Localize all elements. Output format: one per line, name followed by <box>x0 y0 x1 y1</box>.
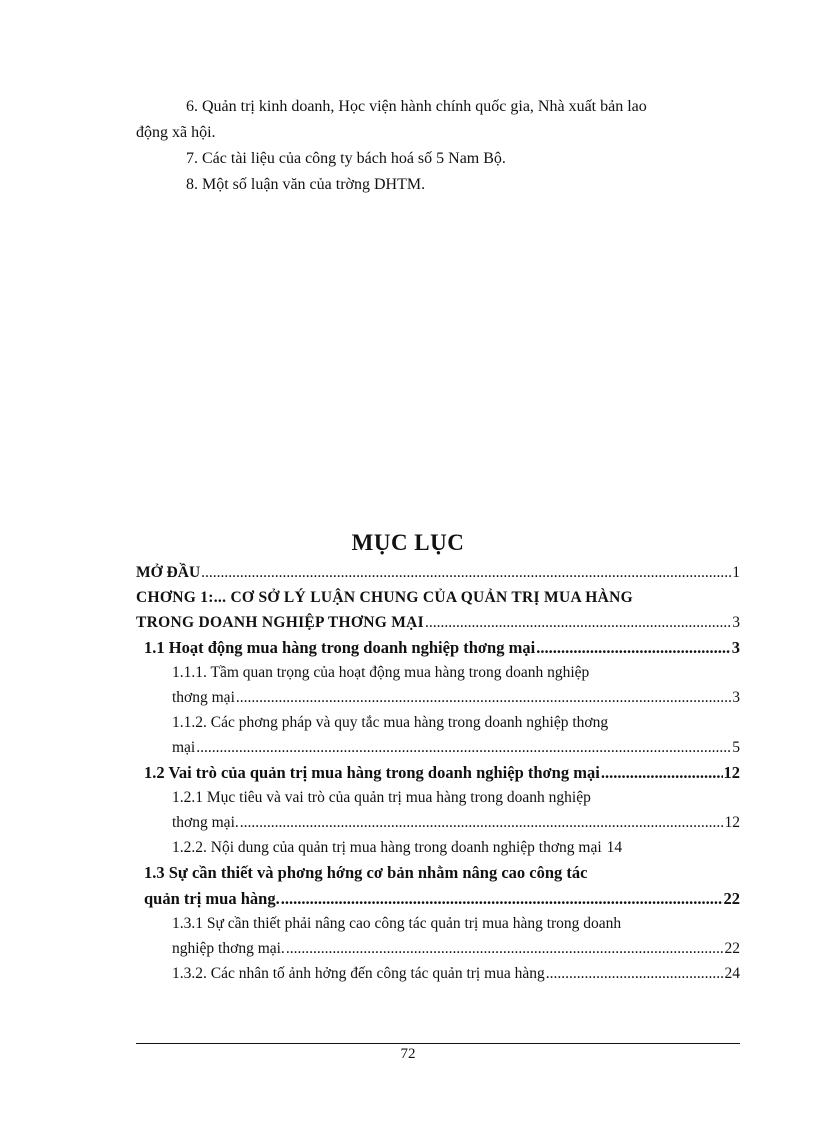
toc-entry-1-2-1-cont <box>136 810 740 835</box>
toc-entry-text: quản trị mua hàng. <box>144 889 280 908</box>
toc-entry-1-1 <box>136 635 740 660</box>
toc-entry-text: TRONG DOANH NGHIỆP THƠNG MẠI <box>136 614 424 631</box>
reference-list <box>136 94 740 198</box>
toc-entry-chapter1-cont <box>136 610 740 635</box>
toc-entry-text: 1.1 Hoạt động mua hàng trong doanh nghiệp thơng mại <box>144 638 536 657</box>
toc-leader-dots <box>196 735 731 760</box>
toc-entry-text: 1.3.1 Sự cần thiết phải nâng cao công tác quản trị mua hàng trong doanh <box>172 915 622 932</box>
toc-entry-text: 1.2.1 Mục tiêu và vai trò của quản trị mua hàng trong doanh nghiệp <box>172 789 591 806</box>
toc-entry-text: MỞ ĐẦU <box>136 564 201 581</box>
toc-page-number: 12 <box>723 763 740 782</box>
toc-leader-dots <box>536 635 731 660</box>
toc-page-number: 24 <box>724 965 740 982</box>
toc-entry-mo-dau <box>136 560 740 585</box>
toc-page-number: 22 <box>724 940 740 957</box>
toc-leader-dots <box>281 886 723 911</box>
toc-entry-1-3-2 <box>136 961 740 986</box>
toc-entry-1-1-1 <box>136 660 740 685</box>
reference-item-6-continued: động xã hội. <box>136 124 216 141</box>
toc-entry-1-3 <box>136 860 740 886</box>
toc-entry-text: 1.1.2. Các phơng pháp và quy tắc mua hàng trong doanh nghiệp thơng <box>172 714 609 731</box>
toc-entry-text: nghiệp thơng mại. <box>172 940 285 957</box>
toc-entry-text: 1.1.1. Tầm quan trọng của hoạt động mua hàng trong doanh nghiệp <box>172 664 590 681</box>
toc-entry-text: 1.3 Sự cần thiết và phơng hớng cơ bản nhằm nâng cao công tác <box>144 863 588 882</box>
toc-page-number: 12 <box>724 814 740 831</box>
toc-entry-1-1-2-cont <box>136 735 740 760</box>
toc-page-number: 3 <box>731 638 740 657</box>
toc-leader-dots <box>601 760 723 785</box>
toc-page-number: 22 <box>723 889 740 908</box>
reference-item-8: 8. Một số luận văn của trờng DHTM. <box>186 176 426 193</box>
toc-entry-1-1-2 <box>136 710 740 735</box>
toc-entry-1-1-1-cont <box>136 685 740 710</box>
toc-entry-1-3-1 <box>136 911 740 936</box>
toc-entry-text: 1.2 Vai trò của quản trị mua hàng trong doanh nghiệp thơng mại <box>144 763 600 782</box>
toc-leader-dots <box>240 810 724 835</box>
toc-entry-text: thơng mại. <box>172 814 239 831</box>
page-number: 72 <box>400 1046 416 1062</box>
toc-page-number: 14 <box>606 839 623 856</box>
toc-entry-chapter1 <box>136 585 740 610</box>
toc-title: MỤC LỤC <box>351 530 465 555</box>
toc-entry-text: CHƠNG 1:... CƠ SỞ LÝ LUẬN CHUNG CỦA QUẢN TRỊ MUA HÀNG <box>136 589 633 606</box>
toc-page-number: 3 <box>732 689 740 706</box>
reference-item-7: 7. Các tài liệu của công ty bách hoá số 5 Nam Bộ. <box>186 150 506 167</box>
toc-entry-text: mại <box>172 739 196 756</box>
toc-leader-dots <box>201 560 731 585</box>
toc-page-number: 1 <box>732 564 740 581</box>
footer-divider <box>136 1043 740 1044</box>
toc-page-number: 3 <box>732 614 740 631</box>
toc-leader-dots <box>546 961 724 986</box>
toc-entry-text: 1.3.2. Các nhân tố ảnh hởng đến công tác quản trị mua hàng <box>172 965 545 982</box>
toc-page-number: 5 <box>732 739 740 756</box>
toc-entry-text: 1.2.2. Nội dung của quản trị mua hàng trong doanh nghiệp thơng mại <box>172 839 602 856</box>
toc-entry-1-2 <box>136 760 740 785</box>
toc-entry-1-2-2 <box>136 835 740 860</box>
toc-leader-dots <box>236 685 731 710</box>
reference-item-6: 6. Quản trị kinh doanh, Học viện hành chính quốc gia, Nhà xuất bản lao <box>186 98 647 115</box>
toc-leader-dots <box>286 936 724 961</box>
toc-entry-1-2-1 <box>136 785 740 810</box>
toc-leader-dots <box>425 610 731 635</box>
toc-entry-1-3-cont <box>136 886 740 911</box>
table-of-contents <box>136 560 740 986</box>
toc-entry-text: thơng mại <box>172 689 235 706</box>
toc-entry-1-3-1-cont <box>136 936 740 961</box>
